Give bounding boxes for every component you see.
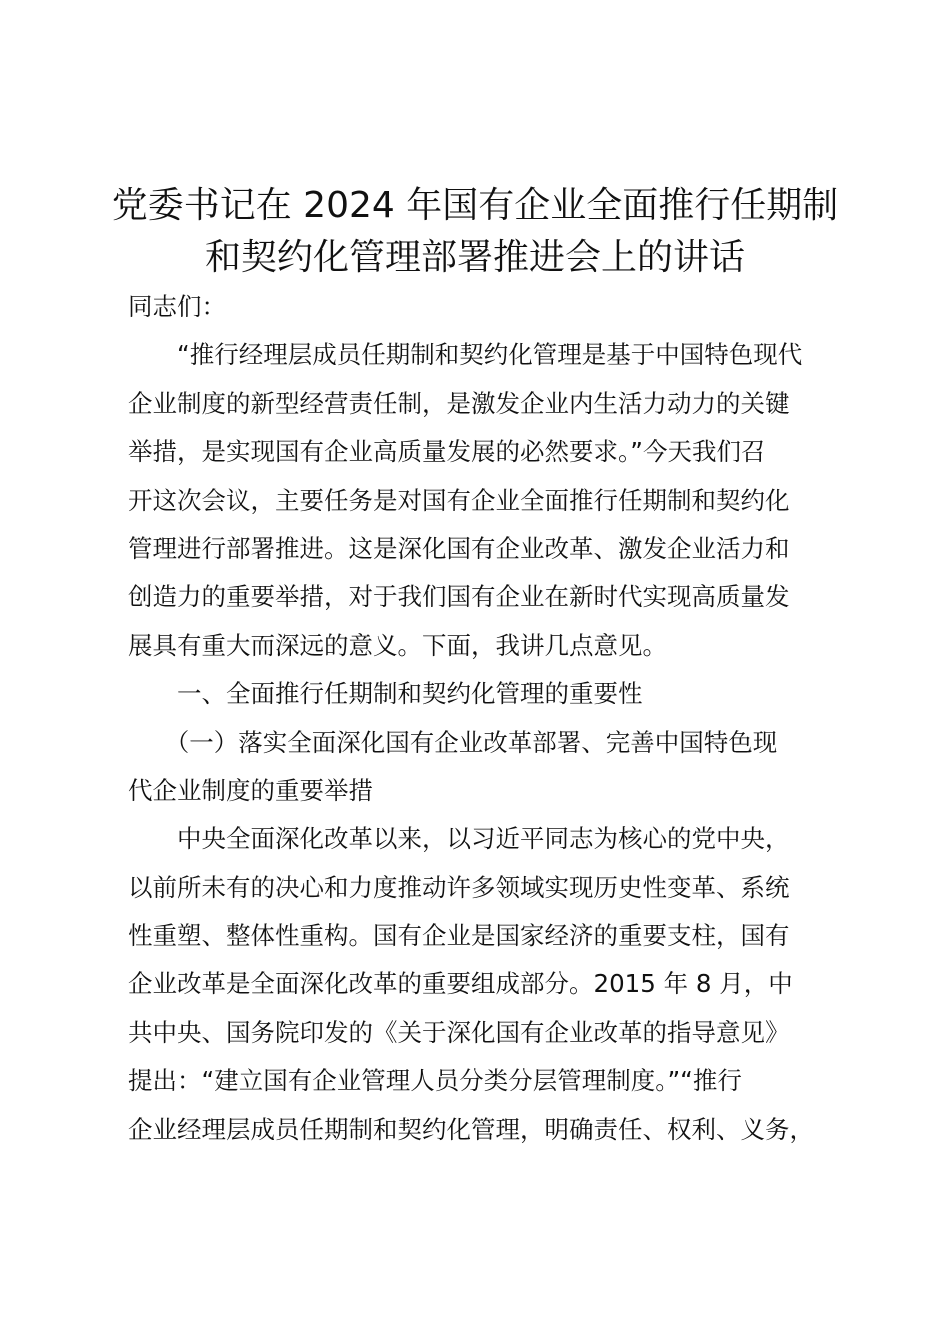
text-line: 创造力的重要举措，对于我们国有企业在新时代实现高质量发: [128, 582, 790, 612]
salutation: 同志们：: [128, 292, 226, 321]
text-line: 企业改革是全面深化改革的重要组成部分。2015 年 8 月，中: [128, 969, 793, 999]
text-line: 共中央、国务院印发的《关于深化国有企业改革的指导意见》: [128, 1017, 790, 1047]
text-line: 举措，是实现国有企业高质量发展的必然要求。”今天我们召: [128, 437, 766, 467]
text-line: 企业经理层成员任期制和契约化管理，明确责任、权利、义务，: [128, 1114, 814, 1144]
subsection-heading: （一）落实全面深化国有企业改革部署、完善中国特色现: [128, 727, 778, 757]
subsection-heading: 代企业制度的重要举措: [128, 775, 373, 805]
document-title: [100, 180, 850, 284]
title-line-1: 党委书记在 2024 年国有企业全面推行任期制: [111, 185, 839, 226]
text-line: 开这次会议，主要任务是对国有企业全面推行任期制和契约化: [128, 485, 790, 515]
text-line: 展具有重大而深远的意义。下面，我讲几点意见。: [128, 630, 667, 660]
section-heading: 一、全面推行任期制和契约化管理的重要性: [128, 679, 643, 709]
text-line: 中央全面深化改革以来，以习近平同志为核心的党中央，: [128, 824, 790, 854]
document-body: [128, 283, 840, 1154]
text-line: 提出：“建立国有企业管理人员分类分层管理制度。”“推行: [128, 1066, 742, 1096]
text-line: “推行经理层成员任期制和契约化管理是基于中国特色现代: [128, 340, 803, 370]
title-line-2: 和契约化管理部署推进会上的讲话: [204, 237, 745, 278]
text-line: 性重塑、整体性重构。国有企业是国家经济的重要支柱，国有: [128, 921, 790, 951]
text-line: 管理进行部署推进。这是深化国有企业改革、激发企业活力和: [128, 533, 790, 563]
text-line: 以前所未有的决心和力度推动许多领域实现历史性变革、系统: [128, 872, 790, 902]
text-line: 企业制度的新型经营责任制，是激发企业内生活力动力的关键: [128, 388, 790, 418]
